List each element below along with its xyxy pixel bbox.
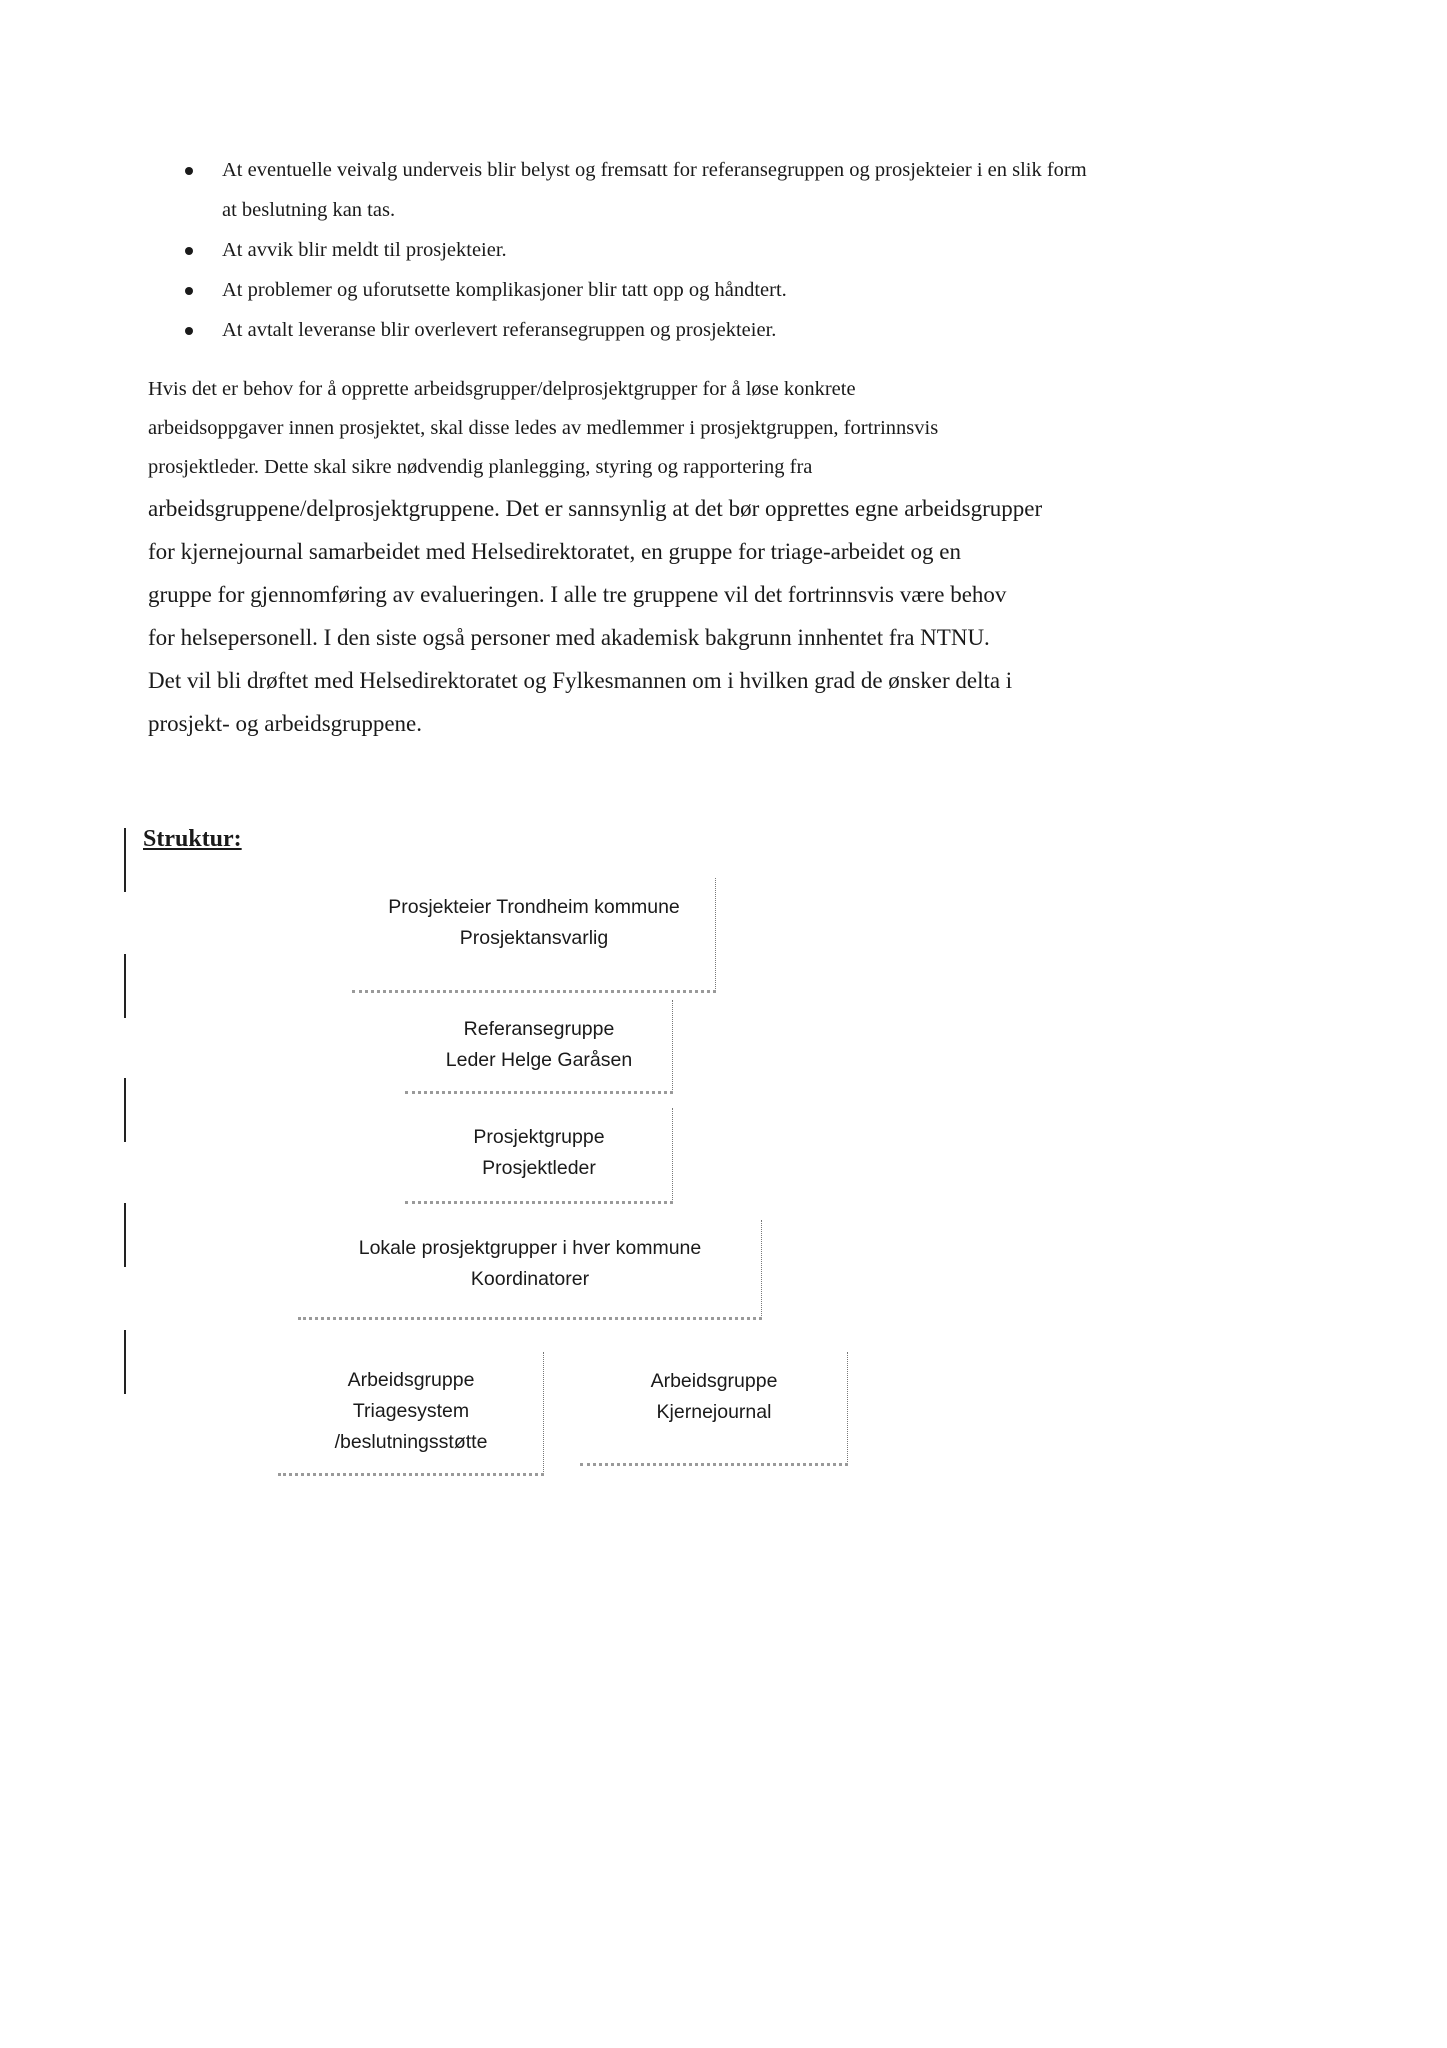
org-box-title: Lokale prosjektgrupper i hver kommune — [358, 1237, 702, 1259]
margin-bar — [124, 828, 126, 892]
box-edge-right — [543, 1352, 544, 1476]
box-edge-bottom — [580, 1463, 848, 1466]
org-box-title: Referansegruppe — [463, 1018, 615, 1040]
org-box-subtitle: Prosjektansvarlig — [459, 927, 609, 949]
paragraph-line: for helsepersonell. I den siste også personer med akademisk bakgrunn innhentet fra NTNU. — [148, 625, 990, 650]
paragraph-line: Det vil bli drøftet med Helsedirektoratet og Fylkesmannen om i hvilken grad de ønsker delta i — [148, 668, 1013, 693]
paragraph-line: arbeidsgruppene/delprosjektgruppene. Det er sannsynlig at det bør opprettes egne arbeidsgrupper — [148, 496, 1043, 521]
paragraph-line: arbeidsoppgaver innen prosjektet, skal disse ledes av medlemmer i prosjektgruppen, fortrinnsvis — [148, 417, 939, 439]
margin-bar — [124, 1203, 126, 1267]
paragraph-line: prosjektleder. Dette skal sikre nødvendig planlegging, styring og rapportering fra — [148, 456, 813, 478]
bullet-dot-icon — [185, 287, 193, 295]
paragraph-line: Hvis det er behov for å opprette arbeidsgrupper/delprosjektgrupper for å løse konkrete — [148, 378, 856, 400]
margin-bar — [124, 954, 126, 1018]
box-edge-right — [847, 1352, 848, 1466]
box-edge-right — [672, 1000, 673, 1094]
bullet-text: At problemer og uforutsette komplikasjoner blir tatt opp og håndtert. — [222, 279, 787, 301]
margin-bar — [124, 1330, 126, 1394]
org-box-project — [405, 1108, 673, 1204]
bullet-dot-icon — [185, 327, 193, 335]
bullet-dot-icon — [185, 167, 193, 175]
box-edge-bottom — [278, 1473, 544, 1476]
box-edge-right — [715, 878, 716, 993]
org-box-journal — [580, 1352, 848, 1466]
org-box-subtitle: Triagesystem — [352, 1400, 470, 1422]
bullet-text: At eventuelle veivalg underveis blir belyst og fremsatt for referansegruppen og prosjekteier i en slik form at beslutning kan tas. — [222, 159, 1087, 221]
box-edge-bottom — [352, 990, 716, 993]
paragraph-line: gruppe for gjennomføring av evalueringen. I alle tre gruppene vil det fortrinnsvis være behov — [148, 582, 1007, 607]
box-edge-right — [761, 1220, 762, 1320]
bullet-list — [180, 150, 1087, 350]
org-box-reference — [405, 1000, 673, 1094]
org-box-subtitle: Kjernejournal — [656, 1401, 772, 1423]
margin-bar — [124, 1078, 126, 1142]
bullet-text: At avvik blir meldt til prosjekteier. — [222, 239, 507, 261]
body-paragraph — [148, 370, 1108, 745]
org-box-subtitle: Prosjektleder — [482, 1157, 596, 1179]
box-edge-right — [672, 1108, 673, 1204]
org-box-title: Prosjektgruppe — [473, 1126, 605, 1148]
section-heading: Struktur: — [143, 826, 242, 852]
org-box-local — [298, 1220, 762, 1320]
org-box-title: Arbeidsgruppe — [650, 1370, 778, 1392]
box-edge-bottom — [405, 1091, 673, 1094]
paragraph-line: prosjekt- og arbeidsgruppene. — [148, 711, 423, 736]
bullet-item — [180, 310, 1080, 350]
org-box-title: Arbeidsgruppe — [347, 1369, 475, 1391]
org-box-owner — [352, 878, 716, 993]
box-edge-bottom — [298, 1317, 762, 1320]
bullet-dot-icon — [185, 247, 193, 255]
org-box-title: Prosjekteier Trondheim kommune — [388, 896, 680, 918]
org-box-triage — [278, 1352, 544, 1476]
bullet-item — [180, 270, 1080, 310]
box-edge-bottom — [405, 1201, 673, 1204]
bullet-item — [180, 150, 1102, 230]
org-box-subtitle: Koordinatorer — [470, 1268, 590, 1290]
bullet-item — [180, 230, 1080, 270]
org-box-subtitle: /beslutningsstøtte — [334, 1431, 488, 1453]
org-box-subtitle: Leder Helge Garåsen — [445, 1049, 633, 1071]
bullet-text: At avtalt leveranse blir overlevert referansegruppen og prosjekteier. — [222, 319, 777, 341]
paragraph-line: for kjernejournal samarbeidet med Helsedirektoratet, en gruppe for triage-arbeidet og en — [148, 539, 961, 564]
